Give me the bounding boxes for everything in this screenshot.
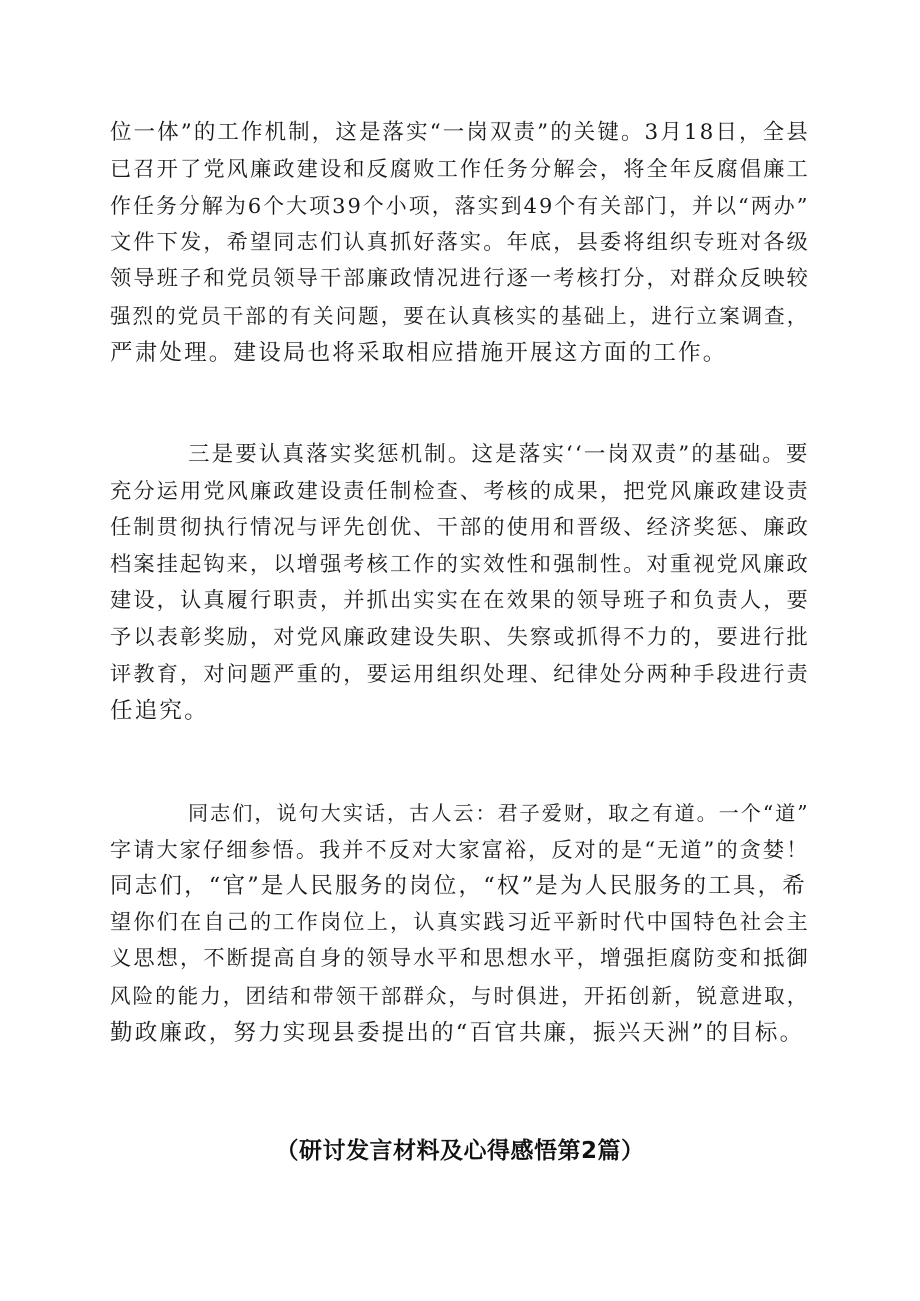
text-line: 已召开了党风廉政建设和反腐败工作任务分解会，将全年反腐倡廉工 [110,156,810,182]
text-line: 字请大家仔细参悟。我并不反对大家富裕，反对的是“无道”的贪婪！ [110,836,810,862]
text-line: 位一体”的工作机制，这是落实“一岗双责”的关键。3月18日，全县 [110,120,810,145]
text-line: 风险的能力，团结和带领干部群众，与时俱进，开拓创新，锐意进取， [110,983,810,1008]
text-line: 作任务分解为6个大项39个小项，落实到49个有关部门，并以“两办” [110,194,810,219]
text-line: 充分运用党风廉政建设责任制检查、考核的成果，把党风廉政建设责 [110,478,810,504]
text-line: 同志们，说句大实话，古人云：君子爱财，取之有道。一个“道” [188,801,810,825]
text-line: 任制贯彻执行情况与评先创优、干部的使用和晋级、经济奖惩、廉政 [110,515,810,541]
text-line: 望你们在自己的工作岗位上，认真实践习近平新时代中国特色社会主 [110,909,810,935]
text-line: 勤政廉政，努力实现县委提出的“百官共廉，振兴天洲”的目标。 [110,1019,805,1046]
text-line: 评教育，对问题严重的，要运用组织处理、纪律处分两种手段进行责 [110,661,810,687]
text-line: 任追究。 [110,698,209,725]
paragraph-work-mechanism [110,115,810,371]
text-line: 领导班子和党员领导干部廉政情况进行逐一考核打分，对群众反映较 [110,266,810,292]
text-line: 义思想，不断提高自身的领导水平和思想水平，增强拒腐防变和抵御 [110,946,810,972]
text-line: 档案挂起钩来，以增强考核工作的实效性和强制性。对重视党风廉政 [110,551,810,577]
text-line: 建设，认真履行职责，并抓出实实在在效果的领导班子和负责人，要 [110,588,810,614]
text-line: 三是要认真落实奖惩机制。这是落实‘‘一岗双责”的基础。要 [188,442,810,467]
paragraph-reward-punishment [110,437,810,730]
paragraph-closing-remarks [110,795,810,1051]
text-line: 同志们，“官”是人民服务的岗位，“权”是为人民服务的工具，希 [110,873,808,900]
text-line: 严肃处理。建设局也将采取相应措施开展这方面的工作。 [110,339,728,366]
text-line: 文件下发，希望同志们认真抓好落实。年底，县委将组织专班对各级 [110,229,810,255]
text-line: 强烈的党员干部的有关问题，要在认真核实的基础上，进行立案调查， [110,303,810,328]
section-heading: （研讨发言材料及心得感悟第2篇） [275,1138,645,1164]
text-line: 予以表彰奖励，对党风廉政建设失职、失察或抓得不力的，要进行批 [110,624,810,650]
